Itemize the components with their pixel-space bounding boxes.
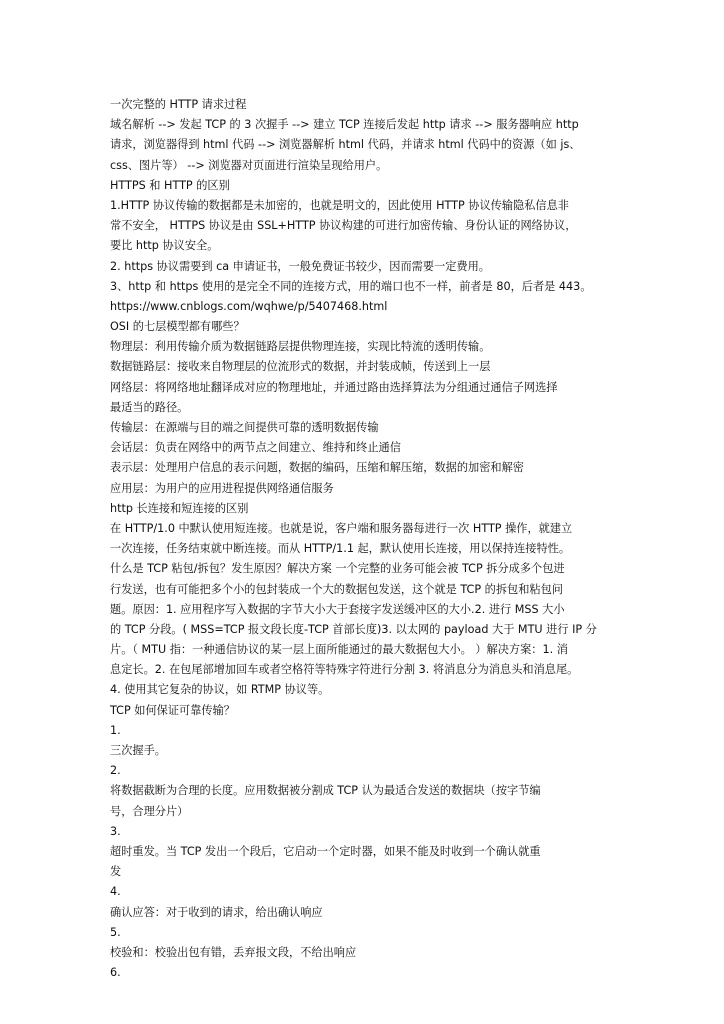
text-line: 表示层：处理用户信息的表示问题，数据的编码，压缩和解压缩，数据的加密和解密 [110,461,524,475]
text-line: 4. 使用其它复杂的协议，如 RTMP 协议等。 [110,683,330,697]
text-line: 5. [110,925,121,939]
text-line: 片。（ MTU 指：一种通信协议的某一层上面所能通过的最大数据包大小。 ）解决方案：1. 消 [110,643,568,657]
text-line: 4. [110,885,121,899]
text-line: 号，合理分片） [110,804,189,818]
text-line: http 长连接和短连接的区别 [110,501,249,515]
text-line: 6. [110,966,121,980]
text-line: css、图片等） --> 浏览器对页面进行渲染呈现给用户。 [110,158,388,172]
text-line: TCP 如何保证可靠传输？ [110,703,235,717]
text-line: 一次完整的 HTTP 请求过程 [110,98,247,111]
text-line: 请求，浏览器得到 html 代码 --> 浏览器解析 html 代码，并请求 html 代码中的资源（如 js、 [110,138,581,152]
text-line: 域名解析 --> 发起 TCP 的 3 次握手 --> 建立 TCP 连接后发起 http 请求 --> 服务器响应 http [110,118,579,132]
text-line: 校验和：校验出包有错，丢弃报文段，不给出响应 [110,945,357,959]
text-line: HTTPS 和 HTTP 的区别 [110,178,230,192]
text-line: 的 TCP 分段。( MSS=TCP 报文段长度-TCP 首部长度)3. 以太网的 payload 大于 MTU 进行 IP 分 [110,622,597,636]
text-line: 一次连接，任务结束就中断连接。而从 HTTP/1.1 起，默认使用长连接，用以保持连接特性。 [110,542,571,556]
text-line: 题。原因：1. 应用程序写入数据的字节大小大于套接字发送缓冲区的大小.2. 进行 MSS 大小 [110,602,565,616]
text-line: 行发送，也有可能把多个小的包封装成一个大的数据包发送，这个就是 TCP 的拆包和粘包问 [110,582,563,596]
text-line: 什么是 TCP 粘包/拆包？发生原因？解决方案 一个完整的业务可能会被 TCP 拆分成多个包进 [110,562,565,576]
text-line: 最适当的路径。 [110,400,189,414]
text-line: 1.HTTP 协议传输的数据都是未加密的，也就是明文的，因此使用 HTTP 协议传输隐私信息非 [110,198,569,212]
text-line: 1. [110,723,121,737]
text-line: 物理层：利用传输介质为数据链路层提供物理连接，实现比特流的透明传输。 [110,340,491,354]
text-line: 要比 http 协议安全。 [110,239,219,253]
text-line: 将数据截断为合理的长度。应用数据被分割成 TCP 认为最适合发送的数据块（按字节编 [110,784,541,798]
text-line: https://www.cnblogs.com/wqhwe/p/5407468.html [110,299,388,313]
text-line: 传输层：在源端与目的端之间提供可靠的透明数据传输 [110,421,379,434]
text-line: 会话层：负责在网络中的两节点之间建立、维持和终止通信 [110,441,401,455]
text-line: OSI 的七层模型都有哪些？ [110,320,245,334]
text-line: 应用层：为用户的应用进程提供网络通信服务 [110,481,334,495]
text-line: 发 [110,865,122,879]
text-line: 息定长。2. 在包尾部增加回车或者空格符等特殊字符进行分割 3. 将消息分为消息头和消息尾。 [110,663,579,677]
text-line: 常不安全， HTTPS 协议是由 SSL+HTTP 协议构建的可进行加密传输、身份认证的网络协议， [110,219,577,233]
text-line: 三次握手。 [110,744,166,757]
document-body [110,95,620,983]
text-line: 数据链路层：接收来自物理层的位流形式的数据，并封装成帧，传送到上一层 [110,360,491,374]
text-line: 2. https 协议需要到 ca 申请证书，一般免费证书较少，因而需要一定费用。 [110,259,490,273]
text-line: 网络层：将网络地址翻译成对应的物理地址，并通过路由选择算法为分组通过通信子网选择 [110,380,558,394]
text-line: 超时重发。当 TCP 发出一个段后，它启动一个定时器，如果不能及时收到一个确认就重 [110,844,541,858]
text-line: 2. [110,764,121,778]
text-line: 3. [110,824,121,838]
text-line: 确认应答：对于收到的请求，给出确认响应 [110,905,323,919]
text-line: 3、http 和 https 使用的是完全不同的连接方式，用的端口也不一样，前者是 80，后者是 443。 [110,279,592,293]
text-line: 在 HTTP/1.0 中默认使用短连接。也就是说，客户端和服务器每进行一次 HTTP 操作，就建立 [110,521,573,535]
